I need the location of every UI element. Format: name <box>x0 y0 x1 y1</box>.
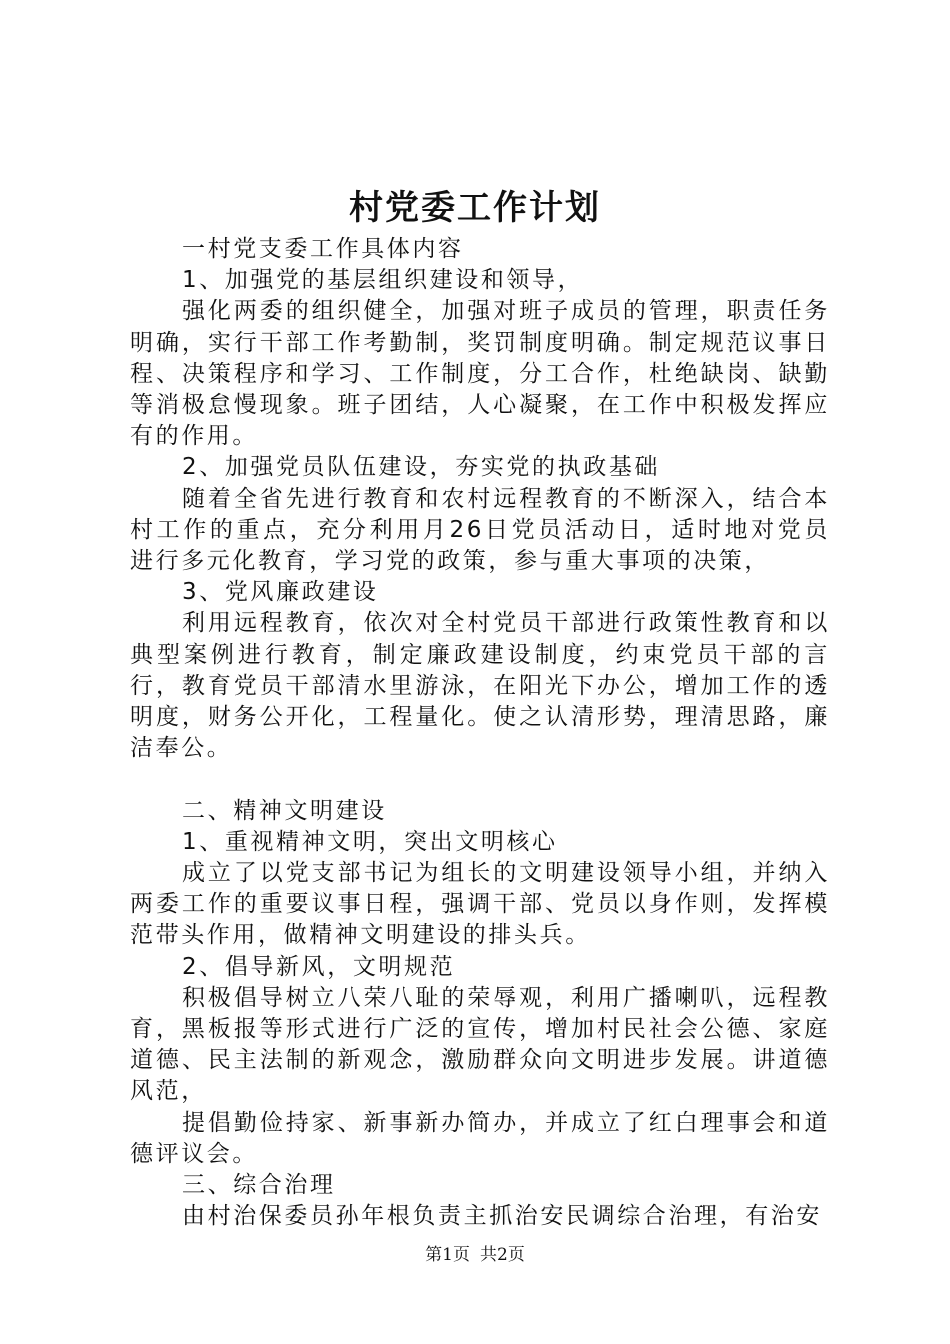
document-body <box>130 234 830 1232</box>
subsection-heading: 1、加强党的基层组织建设和领导， <box>182 267 584 294</box>
subsection-heading: 3、党风廉政建设 <box>182 579 379 606</box>
subsection-heading: 2、倡导新风，文明规范 <box>182 953 456 980</box>
section-heading: 一村党支委工作具体内容 <box>182 236 464 262</box>
paragraph: 积极倡导树立八荣八耻的荣辱观，利用广播喇叭，远程教育，黑板报等形式进行广泛的宣传，增加村民社会公德、家庭道德、民主法制的新观念，激励群众向文明进步发展。讲道德风范， <box>130 984 830 1105</box>
blank-line <box>130 764 830 795</box>
subsection-heading: 2、加强党员队伍建设，夯实党的执政基础 <box>182 454 661 481</box>
paragraph: 成立了以党支部书记为组长的文明建设领导小组，并纳入两委工作的重要议事日程，强调干部、党员以身作则，发挥模范带头作用，做精神文明建设的排头兵。 <box>130 860 830 949</box>
paragraph: 随着全省先进行教育和农村远程教育的不断深入，结合本村工作的重点，充分利用月26日党员活动日，适时地对党员进行多元化教育，学习党的政策，参与重大事项的决策， <box>130 485 830 575</box>
document-title: 村党委工作计划 <box>349 188 601 228</box>
section-heading: 三、综合治理 <box>182 1172 336 1199</box>
page-total: 共2页 <box>480 1245 525 1265</box>
paragraph: 由村治保委员孙年根负责主抓治安民调综合治理，有治安 <box>182 1203 822 1230</box>
paragraph: 提倡勤俭持家、新事新办简办，并成立了红白理事会和道德评议会。 <box>130 1109 830 1167</box>
page-number: 第1页 <box>425 1245 470 1265</box>
paragraph: 利用远程教育，依次对全村党员干部进行政策性教育和以典型案例进行教育，制定廉政建设制度，约束党员干部的言行，教育党员干部清水里游泳，在阳光下办公，增加工作的透明度，财务公开化，工程量化。使之认清形势，理清思路，廉洁奉公。 <box>130 610 830 762</box>
page-footer <box>0 1244 950 1266</box>
section-heading: 二、精神文明建设 <box>182 797 387 824</box>
subsection-heading: 1、重视精神文明，突出文明核心 <box>182 828 558 855</box>
paragraph: 强化两委的组织健全，加强对班子成员的管理，职责任务明确，实行干部工作考勤制，奖罚制度明确。制定规范议事日程、决策程序和学习、工作制度，分工合作，杜绝缺岗、缺勤等消极怠慢现象。班子团结，人心凝聚，在工作中积极发挥应有的作用。 <box>130 298 830 450</box>
